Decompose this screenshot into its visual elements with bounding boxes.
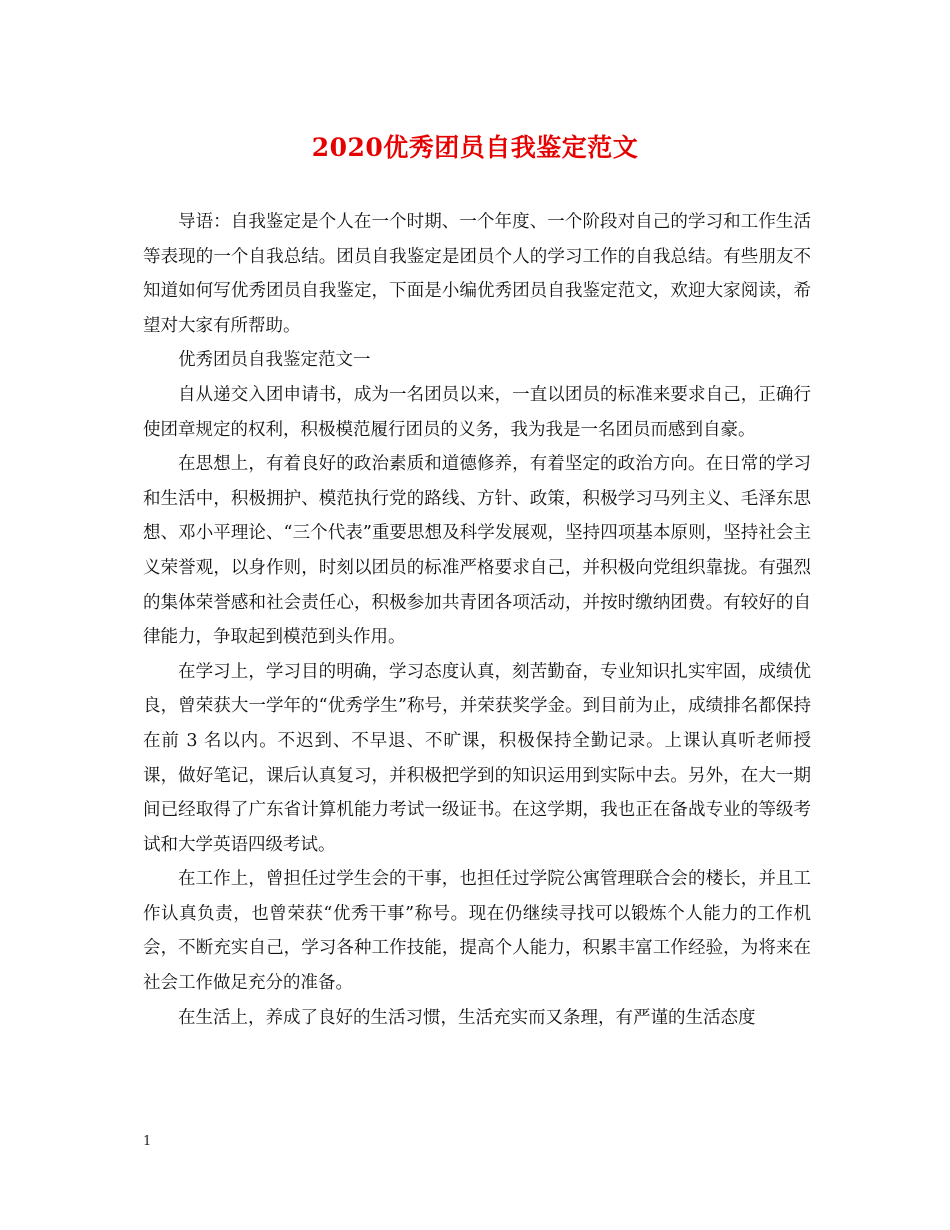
intro-paragraph: 导语：自我鉴定是个人在一个时期、一个年度、一个阶段对自己的学习和工作生活等表现的一个自我总结。团员自我鉴定是团员个人的学习工作的自我总结。有些朋友不知道如何写优秀团员自我鉴定，下面是小编优秀团员自我鉴定范文，欢迎大家阅读，希望对大家有所帮助。	[143, 212, 811, 336]
document-body	[143, 205, 811, 1035]
body-paragraph: 自从递交入团申请书，成为一名团员以来，一直以团员的标准来要求自己，正确行使团章规定的权利，积极模范履行团员的义务，我为我是一名团员而感到自豪。	[143, 384, 811, 440]
body-paragraph: 在学习上，学习目的明确，学习态度认真，刻苦勤奋，专业知识扎实牢固，成绩优良，曾荣获大一学年的“优秀学生”称号，并荣获奖学金。到目前为止，成绩排名都保持在前 3 名以内。不迟到、不早退、不旷课，积极保持全勤记录。上课认真听老师授课，做好笔记，课后认真复习，并积极把学到的知识运用到实际中去。另外，在大一期间已经取得了广东省计算机能力考试一级证书。在这学期，我也正在备战专业的等级考试和大学英语四级考试。	[143, 661, 811, 855]
body-paragraph: 在生活上，养成了良好的生活习惯，生活充实而又条理，有严谨的生活态度	[178, 1007, 756, 1028]
section-heading: 优秀团员自我鉴定范文一	[178, 350, 371, 371]
document-title: 2020优秀团员自我鉴定范文	[311, 133, 639, 162]
body-paragraph: 在思想上，有着良好的政治素质和道德修养，有着坚定的政治方向。在日常的学习和生活中，积极拥护、模范执行党的路线、方针、政策，积极学习马列主义、毛泽东思想、邓小平理论、“三个代表”重要思想及科学发展观，坚持四项基本原则，坚持社会主义荣誉观，以身作则，时刻以团员的标准严格要求自己，并积极向党组织靠拢。有强烈的集体荣誉感和社会责任心，积极参加共青团各项活动，并按时缴纳团费。有较好的自律能力，争取起到模范到头作用。	[143, 454, 811, 648]
body-paragraph: 在工作上，曾担任过学生会的干事，也担任过学院公寓管理联合会的楼长，并且工作认真负责，也曾荣获“优秀干事”称号。现在仍继续寻找可以锻炼个人能力的工作机会，不断充实自己，学习各种工作技能，提高个人能力，积累丰富工作经验，为将来在社会工作做足充分的准备。	[143, 869, 811, 994]
page-number: 1	[143, 1134, 152, 1149]
